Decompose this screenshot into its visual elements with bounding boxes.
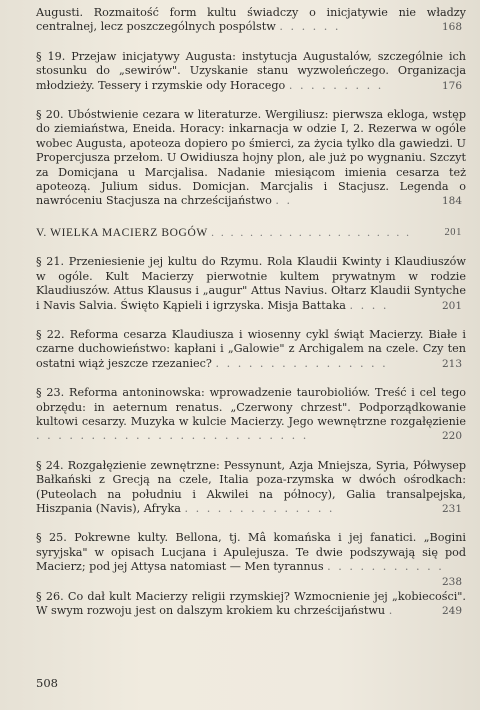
entry-text: § 20. Ubóstwienie cezara w literaturze. Wergiliusz: pierwsza ekloga, wstęp do ziemiaństwa, Eneida. Horacy: inkarnacja w odzie I, 2. Rezerwa w ogóle wobec Augusta, apoteoza dopiero po śmierci, za życia tylko dla gawiedzi. U Propercjusza przełom. U Owidiusza hojny plon, ale już po wygnaniu. Szczyt za Domicjana u Marcjalisa. Nadanie miesiącom imienia cesarza też apoteozą. Julium sidus. Domicjan. Marcjalis i Stacjusz. Legenda o nawróceniu Stacjusza na chrześcijaństwo <box>36 108 466 208</box>
dot-leader: . . . . . . . . . . . . . . . . . . . . . <box>211 226 411 239</box>
dot-leader: . . . . . . . . . <box>288 78 384 92</box>
dot-leader: . . . . . . . . . . . . . . <box>184 501 335 515</box>
toc-entry-22 <box>36 328 466 371</box>
dot-leader: . . . . <box>349 298 389 312</box>
dot-leader: . . . . . . . . . . . . . . . . <box>215 356 388 370</box>
chapter-heading <box>36 226 466 240</box>
toc-entry-26 <box>36 590 466 619</box>
entry-text: § 23. Reforma antoninowska: wprowadzenie taurobioliów. Treść i cel tego obrzędu: in aeternum renatus. „Czerwony chrzest". Podporządkowanie kultowi cesarzy. Muzyka w kulcie Macierzy. Jego wewnętrzne rozgałęzienie <box>36 386 466 428</box>
page-ref: 168 <box>441 21 462 34</box>
dot-leader: . . <box>275 194 293 208</box>
entry-text: § 24. Rozgałęzienie zewnętrzne: Pessynunt, Azja Mniejsza, Syria, Półwysep Bałkański z Grecją na czele, Italia poza-rzymska w dwóch ośrodkach: (Puteolach na południu i Akwilei na północy), Galia transalpejska, Hiszpania (Navis), Afryka <box>36 458 466 515</box>
dot-leader: . . . . . . . . . . . <box>327 560 444 574</box>
dot-leader: . . . . . . . . . . . . . . . . . . . . . . . . . <box>36 429 309 443</box>
toc-entry-20 <box>36 108 466 209</box>
toc-entry-19 <box>36 50 466 93</box>
entry-text: § 25. Pokrewne kulty. Bellona, tj. Mâ komańska i jej fanatici. „Bogini syryjska" w opisach Lucjana i Apulejusza. Te dwie podszywają się pod Macierz; pod jej Attysa natomiast — Men tyrannus <box>36 531 466 574</box>
toc-entry-24 <box>36 459 466 517</box>
page-number-footer: 508 <box>36 676 58 690</box>
table-of-contents <box>36 6 466 618</box>
page-ref: 238 <box>441 575 462 588</box>
page-ref: 231 <box>441 502 462 515</box>
entry-text: § 26. Co dał kult Macierzy religii rzymskiej? Wzmocnienie jej „kobiecości". W swym rozwoju jest on dalszym krokiem ku chrześcijaństwu <box>36 589 466 617</box>
entry-text: § 19. Przejaw inicjatywy Augusta: instytucja Augustalów, szczególnie ich stosunku do „sewirów". Uzyskanie stanu wyzwoleńczego. Organizacja młodzieży. Tessery i rzymskie ody Horacego <box>36 49 466 92</box>
toc-entry-23 <box>36 386 466 444</box>
dot-leader: . <box>388 604 395 617</box>
page-ref: 184 <box>441 195 462 208</box>
page-ref: 220 <box>441 430 462 443</box>
entry-text: Augusti. Rozmaitość form kultu świadczy o inicjatywie nie władzy centralnej, lecz poszczególnych pospólstw <box>36 6 466 34</box>
toc-entry-25 <box>36 531 466 588</box>
page-ref: 249 <box>441 605 462 617</box>
chapter-title: V. WIELKA MACIERZ BOGÓW <box>36 226 208 239</box>
page-ref: 201 <box>444 226 462 238</box>
dot-leader: . . . . . . <box>279 20 341 34</box>
page-ref: 176 <box>441 79 462 92</box>
toc-entry-augusti <box>36 6 466 35</box>
page-ref: 201 <box>441 299 462 312</box>
entry-text: § 22. Reforma cesarza Klaudiusza i wiosenny cykl świąt Macierzy. Białe i czarne duchowieństwo: kapłani i „Galowie" z Archigalem na czele. Czy ten ostatni wiąż jeszcze rzezaniec? <box>36 327 466 370</box>
toc-entry-21 <box>36 255 466 313</box>
page-ref: 213 <box>441 357 462 370</box>
entry-text: § 21. Przeniesienie jej kultu do Rzymu. Rola Klaudii Kwinty i Klaudiuszów w ogóle. Kult Macierzy pierwotnie kultem prywatnym w rodzie Klaudiuszów. Attus Klausus i „augur" Attus Navius. Ołtarz Klaudii Syntyche i Navis Salvia. Święto Kąpieli i igrzyska. Misja Battaka <box>36 255 466 312</box>
